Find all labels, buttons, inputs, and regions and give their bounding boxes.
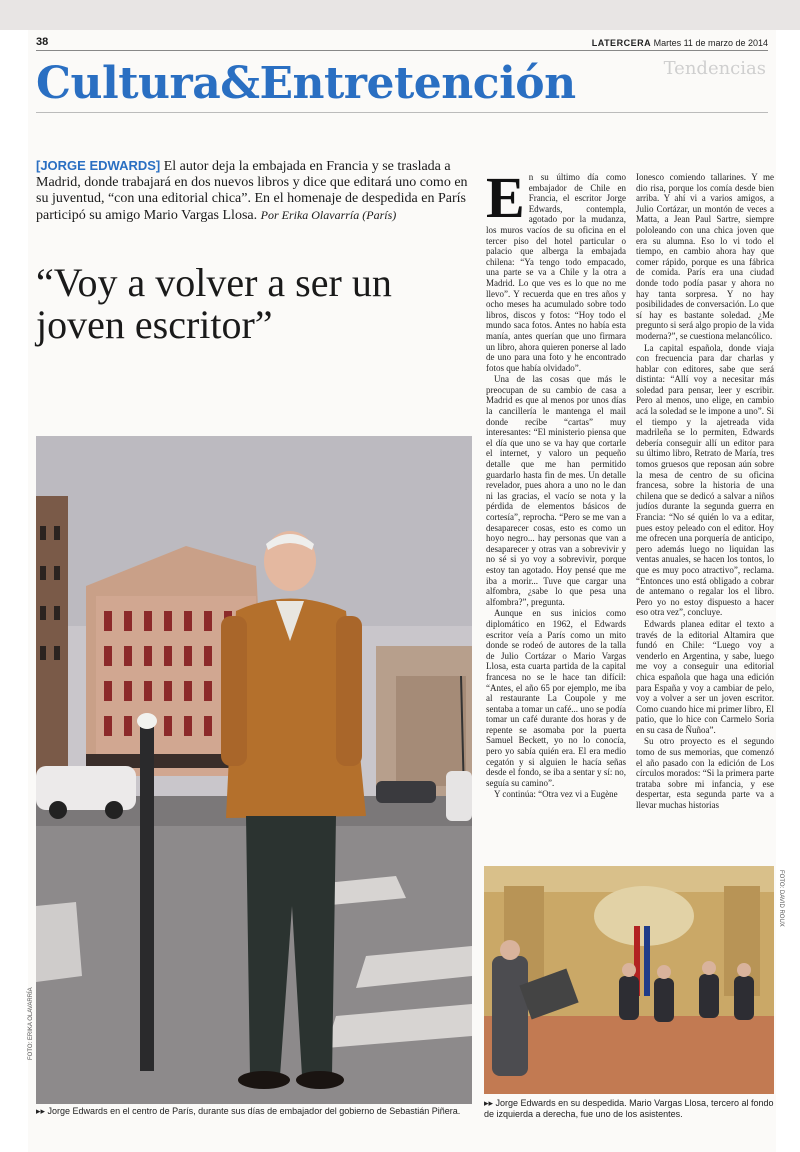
lede-text: El autor deja la embajada en Francia y se traslada a Madrid, donde trabajará en dos nuevos libros y dice que editará uno como en su juventud, “con una editorial chica”. En el homenaje de despedida en París participó su amigo Mario Vargas Llosa.: [36, 159, 468, 223]
article-lede: [36, 158, 472, 224]
issue-date: Martes 11 de marzo de 2014: [653, 38, 768, 48]
section-title: Cultura&Entretención: [36, 58, 576, 109]
paragraph: Y continúa: “Otra vez vi a Eugène: [494, 789, 618, 800]
paragraph: Su otro proyecto es el segundo tomo de sus memorias, que comenzó el año pasado con la edición de Los círculos morados: “Si la primera parte trataba sobre mi infancia, y ese despertar, esta segunda parte va a llevar muchas historias: [636, 736, 774, 811]
drop-cap: E: [486, 172, 525, 230]
farewell-photo: [484, 866, 774, 1094]
section-rule: [36, 112, 768, 113]
paragraph: Una de las cosas que más le preocupan de su cambio de casa a Madrid es que al menos por unos días la cancillería le mantenga el mail donde recibe “cartas” muy interesantes: “El ministerio piensa que el día que uno se va hay que cortarle el internet, y valoro un pequeño detalle que me han permitido guardarlo hasta fin de mes. Un detalle revelador, pues ahora a uno no le dan ni las gracias, el vacío se nota y la pérdida de elementos básicos de cortesía”, reprocha. “Pero se me van a desaparecer cosas, esto es como un hoyo negro... hay personas que van a desaparecer y otras van a sobrevivir y no sé si yo voy a sobrevivir, porque estoy tan agotado. Hoy pensé que me iba a morir... Tuve que cargar una alfombra, ¿sabe lo que pesa una alfombra?”, pregunta.: [486, 374, 626, 607]
bleed-through-text: Tendencias: [663, 58, 766, 79]
newspaper-name: LATERCERA: [591, 38, 652, 48]
article-column-1: [486, 172, 626, 854]
embassy-salon-photo: [484, 866, 774, 1094]
main-photo-caption: ▸▸ Jorge Edwards en el centro de París, durante sus días de embajador del gobierno de Sebastián Piñera.: [36, 1106, 461, 1116]
lede-tag: [JORGE EDWARDS]: [36, 158, 161, 173]
article-headline: “Voy a volver a ser un joven escritor”: [36, 260, 392, 347]
byline: Por Erika Olavarría (París): [260, 208, 397, 222]
scan-top-band: [0, 0, 800, 30]
running-header: [592, 38, 768, 48]
farewell-photo-caption: ▸▸ Jorge Edwards en su despedida. Mario Vargas Llosa, tercero al fondo de izquierda a derecha, fue uno de los asistentes.: [484, 1098, 774, 1119]
paragraph: La capital española, donde viaja con frecuencia para dar charlas y hablar con editores, sabe que será distinta: “Allí voy a necesitar más soledad para pensar, leer y escribir. Pero al menos, uno elige, en cambio acá la soledad se le impone a uno”. Si el tiempo y la ajetreada vida madrileña se lo permiten, Edwards debería conseguir allí un editor para su último libro, Retrato de María, tres tomos gruesos que reposan aún sobre la mesa de centro de su oficina francesa, sobre la historia de una chilena que se dedicó a salvar a niños judíos durante la segunda guerra en Francia: “No sé quién lo va a editar, pues estoy peleado con el editor. Hoy me ofrecen una porquería de anticipo, pero además luego no liquidan las ventas anuales, se hacen los tontos, lo que es muy poco atractivo”, reclama. “Entonces uno está obligado a cobrar de antemano o regalar los el libro. Pero yo no estoy dispuesto a hacer eso otra vez”, concluye.: [636, 342, 774, 618]
header-rule: [36, 50, 768, 51]
main-photo-credit: FOTO: ERIKA OLAVARRÍA: [28, 987, 34, 1060]
paragraph: Ionesco comiendo tallarines. Y me dio risa, porque los comía desde bien arriba. Y ahí vi a varios amigos, a Julio Cortázar, un montón de veces a Matta, a Jean Paul Sartre, siempre pololeando con una chica joven que era su alumna. Eso lo vi todo el tiempo, en cambio ahora hay que comer rápido, porque es una fábrica de comida. París era una ciudad donde todo podía pasar y ahora no hay tanta sorpresa. Y no hay posibilidades de conversación. Lo que sí hay es bastante soledad. ¿Me pregunto si será algo propio de la vida moderna?”, se cuestiona melancólico.: [636, 172, 774, 341]
farewell-photo-credit: FOTO: DAVID ROUX: [778, 870, 784, 927]
main-photo: [36, 436, 472, 1104]
article-column-2: [636, 172, 774, 854]
paragraph: Edwards planea editar el texto a través de la editorial Altamira que fundó en Chile: “Luego voy a venderlo en Argentina, y sabe, luego me voy a conseguir una editorial chica española que haga una edición para España y voy a cambiar de pelo, voy a volver a ser un joven escritor. Como cuando hice mi primer libro, El patio, que lo hice con Carmelo Soria en su casa de Ñuñoa”.: [636, 618, 774, 735]
paris-street-photo: [36, 436, 472, 1104]
page-number: 38: [36, 36, 49, 48]
paragraph: n su último día como embajador de Chile en Francia, el escritor Jorge Edwards, contempla, agotado por la mudanza, los muros vacíos de su oficina en el tercer piso del hotel particular o palacio que alberga la embajada chilena: “Ya tengo todo empacado, una parte se va a Chile y la otra a Madrid. Lo que ves es lo que no me llevo”. Y recuerda que en tres años y ocho meses ha acumulado sobre todo libros, discos y fotos: “Hoy todo el mundo saca fotos. Antes no había esta manía, antes querían que uno firmara un libro, ahora quieren ponerse al lado de uno para una foto y he encontrado fotos que había olvidado”.: [486, 172, 626, 373]
paragraph: Aunque en sus inicios como diplomático en 1962, el Edwards escritor veía a París como un mito donde se rodeó de autores de la talla de Julio Cortázar o Mario Vargas Llosa, esta cuarta partida de la capital francesa no se le hace tan difícil: “Antes, el año 65 por ejemplo, me iba al restaurante La Coupole y me sentaba a tomar un café... uno se podía tomar un café durante dos horas y de repente se asomaba por la puerta Samuel Beckett, yo no lo conocía, pero yo sabía quién era. El era medio cegatón y si alguien le hacía señas desde el fondo, se iba a sentar y sí: no, seguía su camino”.: [486, 608, 626, 788]
